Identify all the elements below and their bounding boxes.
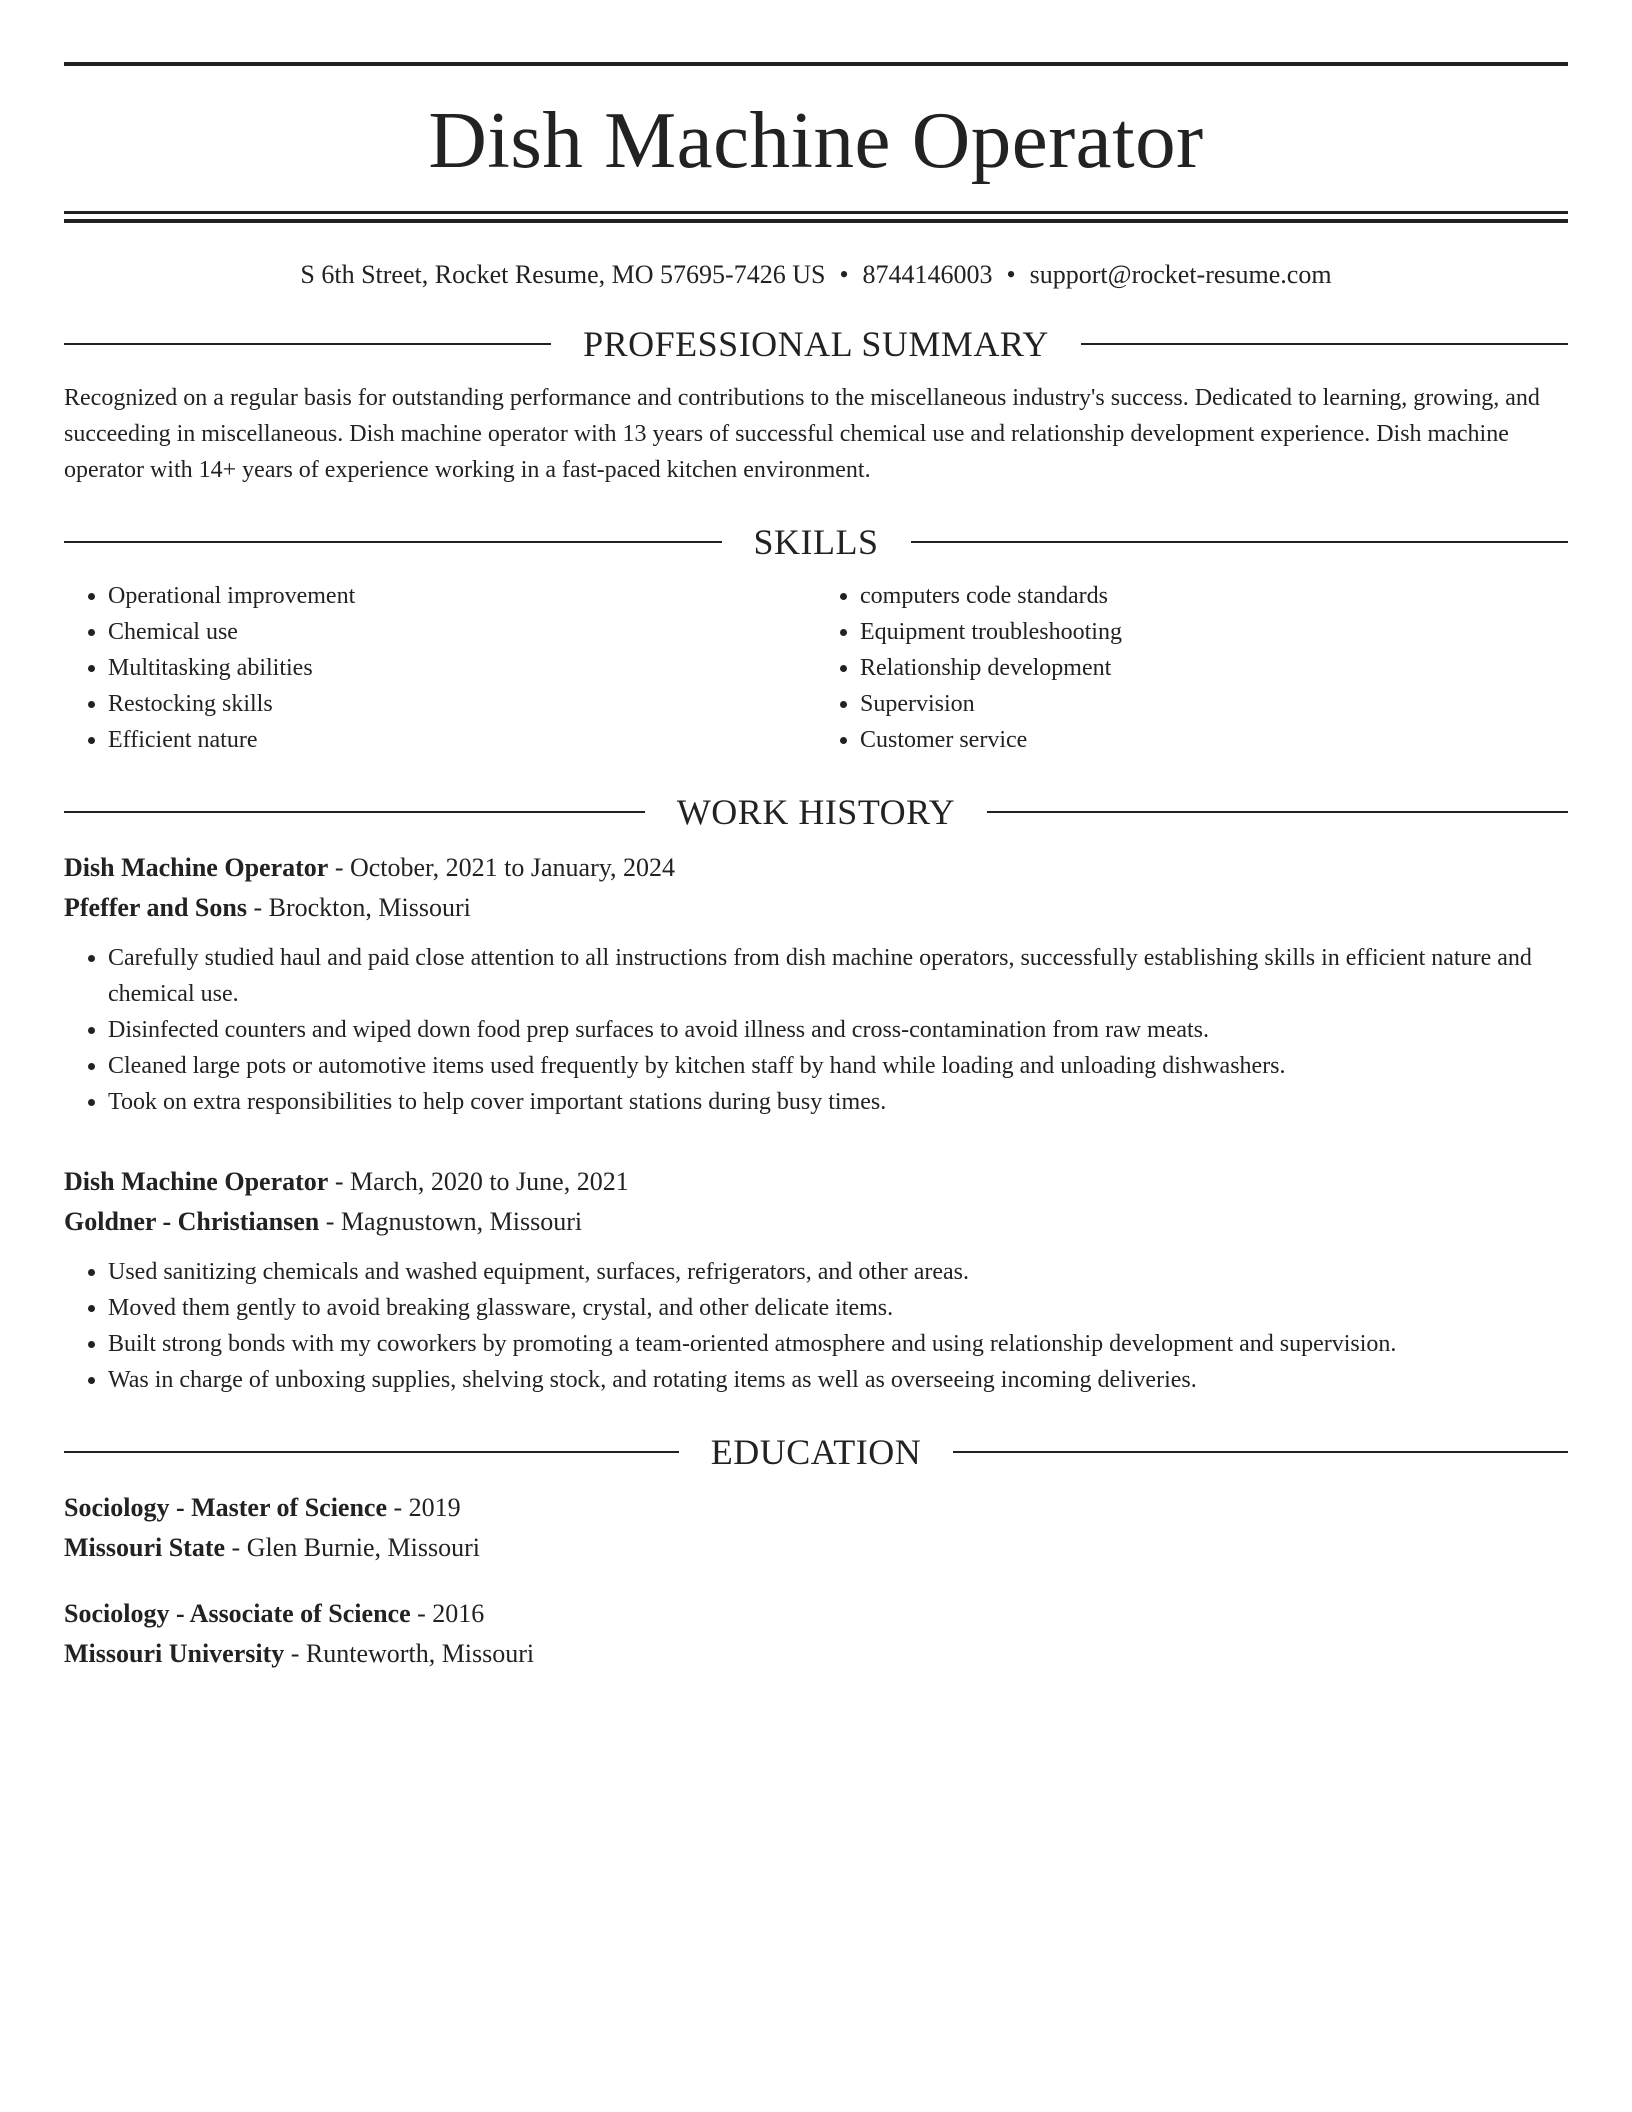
contact-line <box>64 259 1568 290</box>
divider <box>1081 343 1568 345</box>
job-title: Dish Machine Operator <box>64 1167 329 1197</box>
section-title: EDUCATION <box>710 1432 922 1473</box>
contact-address: S 6th Street, Rocket Resume, MO 57695-7426 US <box>300 260 826 289</box>
skill-item: • computers code standards <box>860 578 1568 614</box>
divider <box>953 1451 1568 1453</box>
section-heading-summary <box>64 324 1568 365</box>
job-location: - Brockton, Missouri <box>246 893 471 923</box>
divider <box>64 1451 679 1453</box>
top-rule <box>64 62 1568 66</box>
education-entry <box>64 1594 1568 1674</box>
job-title: Dish Machine Operator <box>64 853 329 883</box>
education-location: - Glen Burnie, Missouri <box>225 1533 480 1563</box>
job-bullet: • Disinfected counters and wiped down food prep surfaces to avoid illness and cross-contamination from raw meats. <box>108 1012 1568 1048</box>
section-heading-education <box>64 1432 1568 1473</box>
job-entry <box>64 848 1568 1120</box>
skills-list <box>64 578 1568 758</box>
job-bullet: • Cleaned large pots or automotive items used frequently by kitchen staff by hand while loading and unloading dishwashers. <box>108 1048 1568 1084</box>
job-bullet: • Took on extra responsibilities to help cover important stations during busy times. <box>108 1084 1568 1120</box>
contact-email: support@rocket-resume.com <box>1029 260 1332 289</box>
job-bullet: • Was in charge of unboxing supplies, shelving stock, and rotating items as well as overseeing incoming deliveries. <box>108 1362 1568 1398</box>
job-bullets <box>64 940 1568 1120</box>
job-location: - Magnustown, Missouri <box>319 1207 583 1237</box>
skill-item: • Restocking skills <box>108 686 816 722</box>
skill-item: • Customer service <box>860 722 1568 758</box>
skill-item: • Efficient nature <box>108 722 816 758</box>
divider <box>987 811 1568 813</box>
skill-item: • Chemical use <box>108 614 816 650</box>
section-heading-work <box>64 792 1568 833</box>
education-year: - 2016 <box>410 1599 485 1629</box>
section-title: WORK HISTORY <box>676 792 956 833</box>
job-bullets <box>64 1254 1568 1398</box>
summary-text: Recognized on a regular basis for outstanding performance and contributions to the miscellaneous industry's success. Dedicated to learning, growing, and succeeding in miscellaneous. Dish machine operator with 13 years of successful chemical use and relationship development experience. Dish machine operator with 14+ years of experience working in a fast-paced kitchen environment. <box>64 385 1540 484</box>
section-heading-skills <box>64 522 1568 563</box>
contact-phone: 8744146003 <box>862 260 993 289</box>
job-dates: - October, 2021 to January, 2024 <box>328 853 676 883</box>
job-company: Pfeffer and Sons <box>64 893 247 923</box>
education-degree-line <box>64 1488 1568 1528</box>
education-school: Missouri University <box>64 1639 285 1669</box>
job-title-line <box>64 1162 1568 1202</box>
skill-item: • Relationship development <box>860 650 1568 686</box>
education-school-line <box>64 1528 1568 1568</box>
skills-column-right <box>816 578 1568 758</box>
divider <box>64 343 551 345</box>
education-school: Missouri State <box>64 1533 226 1563</box>
job-bullet: • Built strong bonds with my coworkers by promoting a team-oriented atmosphere and using relationship development and supervision. <box>108 1326 1568 1362</box>
job-dates: - March, 2020 to June, 2021 <box>328 1167 629 1197</box>
section-title: PROFESSIONAL SUMMARY <box>583 324 1049 365</box>
contact-separator: • <box>1006 260 1016 289</box>
education-entry <box>64 1488 1568 1568</box>
section-title: SKILLS <box>753 522 879 563</box>
job-company-line <box>64 1202 1568 1242</box>
divider <box>911 541 1569 543</box>
job-bullet: • Carefully studied haul and paid close attention to all instructions from dish machine operators, successfully establishing skills in efficient nature and chemical use. <box>108 940 1568 1012</box>
title-double-rule <box>64 211 1568 223</box>
education-school-line <box>64 1634 1568 1674</box>
divider <box>64 541 722 543</box>
contact-separator: • <box>839 260 849 289</box>
education-degree-line <box>64 1594 1568 1634</box>
job-bullet: • Used sanitizing chemicals and washed equipment, surfaces, refrigerators, and other areas. <box>108 1254 1568 1290</box>
skill-item: • Operational improvement <box>108 578 816 614</box>
skill-item: • Supervision <box>860 686 1568 722</box>
skill-item: • Equipment troubleshooting <box>860 614 1568 650</box>
job-company: Goldner - Christiansen <box>64 1207 320 1237</box>
skills-column-left <box>64 578 816 758</box>
education-degree: Sociology - Associate of Science <box>64 1599 411 1629</box>
education-year: - 2019 <box>387 1493 461 1523</box>
job-title-line <box>64 848 1568 888</box>
job-company-line <box>64 888 1568 928</box>
skill-item: • Multitasking abilities <box>108 650 816 686</box>
page-title: Dish Machine Operator <box>428 95 1204 185</box>
job-entry <box>64 1162 1568 1398</box>
job-bullet: • Moved them gently to avoid breaking glassware, crystal, and other delicate items. <box>108 1290 1568 1326</box>
education-degree: Sociology - Master of Science <box>64 1493 387 1523</box>
education-location: - Runteworth, Missouri <box>284 1639 535 1669</box>
divider <box>64 811 645 813</box>
